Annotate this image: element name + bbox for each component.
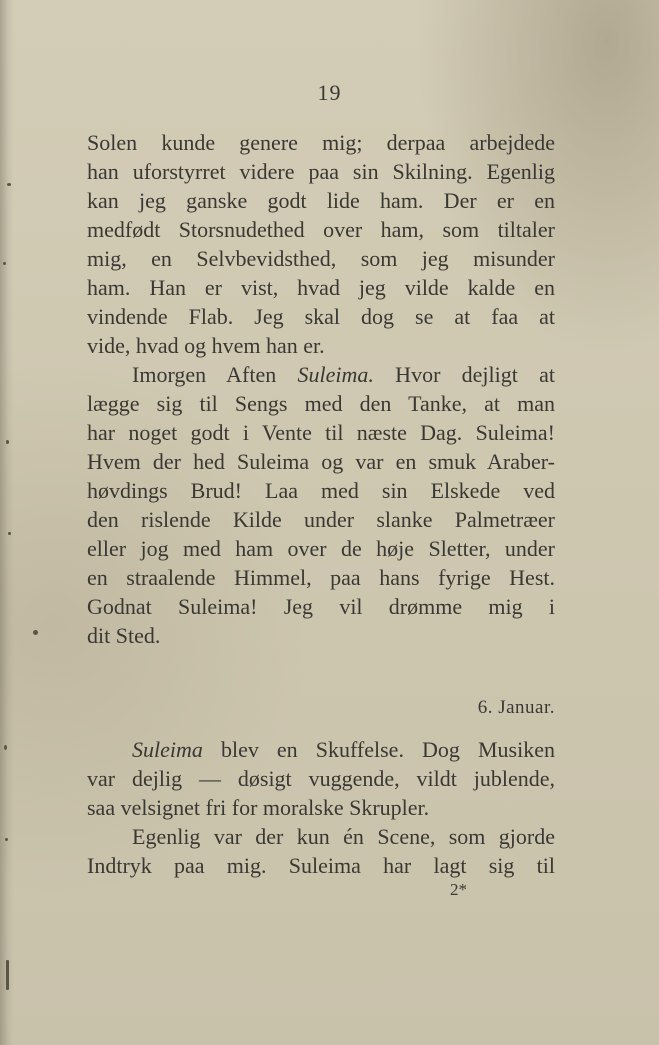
text-line: Solen kunde genere mig; derpaa arbejdede [87,130,555,155]
text-line: den rislende Kilde under slanke Palmetræer [87,507,555,532]
text-line: høvdings Brud! Laa med sin Elskede ved [87,478,555,503]
paper-speck [6,960,9,990]
text-line: Indtryk paa mig. Suleima har lagt sig til [87,853,555,878]
text-line: Godnat Suleima! Jeg vil drømme mig i [87,594,555,619]
paper-speck [6,440,9,444]
title-italic: Suleima. [297,362,374,387]
text-line: han uforstyrret videre paa sin Skilning. Egenlig [87,159,555,184]
text-line: Hvem der hed Suleima og var en smuk Araber- [87,449,555,474]
body-text-lower [87,735,555,880]
paper-speck [33,630,38,635]
page-number: 19 [317,80,342,105]
paper-speck [8,532,11,535]
text-line: vindende Flab. Jeg skal dog se at faa at [87,304,555,329]
paragraph-first-line: Suleima blev en Skuffelse. Dog Musiken [132,737,555,762]
paper-speck [4,745,7,750]
text-line: lægge sig til Sengs med den Tanke, at man [87,391,555,416]
text-line: kan jeg ganske godt lide ham. Der er en [87,188,555,213]
page-gutter-shadow [0,0,14,1045]
text-line: dit Sted. [87,623,161,648]
text-line: var dejlig — døsigt vuggende, vildt jublende, [87,766,555,791]
paragraph-first-line: Egenlig var der kun én Scene, som gjorde [132,824,555,849]
text-line: ham. Han er vist, hvad jeg vilde kalde en [87,275,555,300]
text-line: vide, hvad og hvem han er. [87,333,325,358]
text-line: eller jog med ham over de høje Sletter, under [87,536,555,561]
body-text-upper [87,128,555,650]
paper-speck [7,183,11,186]
text-line: saa velsignet fri for moralske Skrupler. [87,795,430,820]
text-line: har noget godt i Vente til næste Dag. Suleima! [87,420,555,445]
paper-speck [3,262,6,265]
paragraph-first-line: Imorgen Aften Suleima. Hvor dejligt at [132,362,555,387]
signature-mark: 2* [450,880,467,899]
diary-date: 6. Januar. [477,697,555,718]
paper-speck [5,838,8,841]
text-line: en straalende Himmel, paa hans fyrige Hest. [87,565,555,590]
title-italic: Suleima [132,737,203,762]
text-line: medfødt Storsnudethed over ham, som tiltaler [87,217,555,242]
text-line: mig, en Selvbevidsthed, som jeg misunder [87,246,555,271]
